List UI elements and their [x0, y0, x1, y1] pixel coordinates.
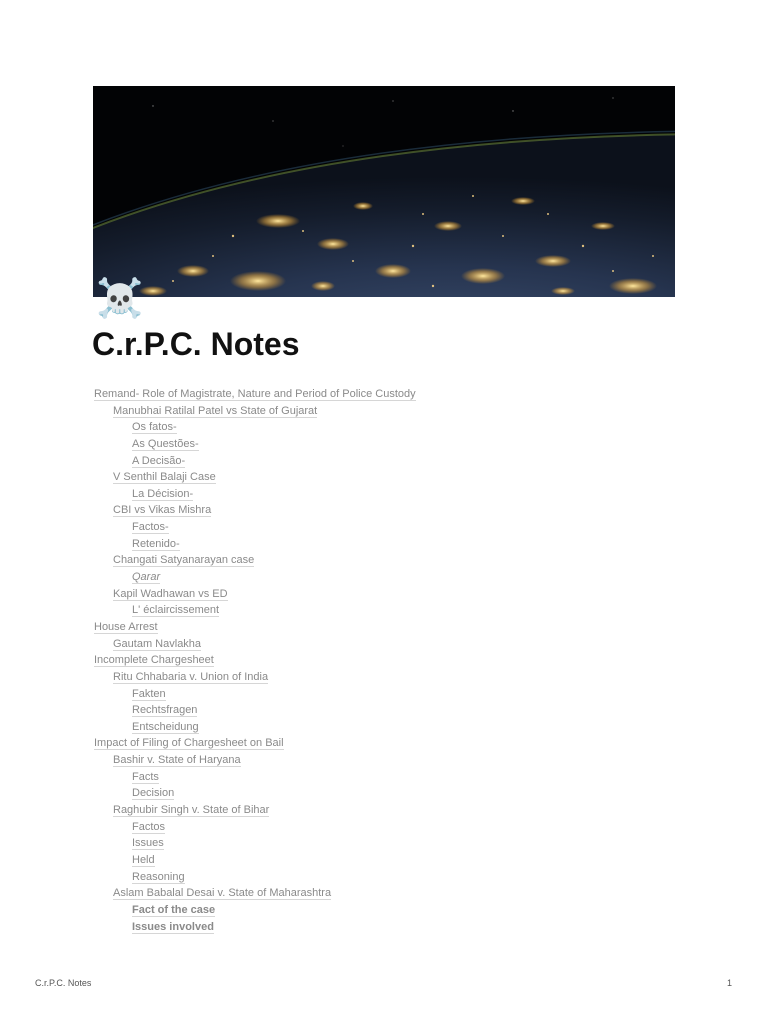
toc-item[interactable] — [94, 519, 694, 536]
toc-link[interactable]: CBI vs Vikas Mishra — [113, 504, 212, 517]
toc-link[interactable]: Factos- — [132, 521, 169, 534]
toc-link[interactable]: Fact of the case — [132, 903, 216, 916]
toc-item[interactable] — [94, 536, 694, 553]
toc-link[interactable]: Decision — [132, 787, 175, 800]
toc-link[interactable]: Issues involved — [132, 920, 214, 933]
toc-item[interactable] — [94, 852, 694, 869]
toc-item[interactable] — [94, 785, 694, 802]
toc-item[interactable] — [94, 869, 694, 886]
toc-item[interactable] — [94, 752, 694, 769]
cover-image — [93, 86, 675, 297]
toc-item[interactable] — [94, 586, 694, 603]
toc-item[interactable] — [94, 552, 694, 569]
earth-night-illustration — [93, 86, 675, 297]
toc-item[interactable] — [94, 619, 694, 636]
toc-item[interactable] — [94, 835, 694, 852]
toc-item[interactable] — [94, 486, 694, 503]
footer-page-number: 1 — [727, 978, 733, 988]
toc-link[interactable]: Entscheidung — [132, 720, 199, 733]
toc-link[interactable]: Bashir v. State of Haryana — [113, 754, 241, 767]
toc-link[interactable]: Gautam Navlakha — [113, 637, 202, 650]
toc-link[interactable]: Retenido- — [132, 537, 180, 550]
toc-item[interactable] — [94, 502, 694, 519]
toc-item[interactable] — [94, 719, 694, 736]
toc-item[interactable] — [94, 636, 694, 653]
toc-link[interactable]: V Senthil Balaji Case — [113, 471, 216, 484]
toc-link[interactable]: L' éclaircissement — [132, 604, 220, 617]
toc-item[interactable] — [94, 902, 694, 919]
toc-link[interactable]: Manubhai Ratilal Patel vs State of Gujarat — [113, 404, 318, 417]
toc-item[interactable] — [94, 469, 694, 486]
toc-item[interactable] — [94, 885, 694, 902]
toc-link[interactable]: Os fatos- — [132, 421, 177, 434]
toc-link[interactable]: Facts — [132, 770, 159, 783]
toc-link[interactable]: Rechtsfragen — [132, 704, 198, 717]
toc-link[interactable]: Fakten — [132, 687, 166, 700]
toc-link[interactable]: House Arrest — [94, 620, 158, 633]
toc-link[interactable]: Incomplete Chargesheet — [94, 654, 214, 667]
toc-link[interactable]: A Decisão- — [132, 454, 186, 467]
toc-link[interactable]: Remand- Role of Magistrate, Nature and Period of Police Custody — [94, 388, 416, 400]
toc-link[interactable]: La Décision- — [132, 487, 194, 500]
toc-item[interactable] — [94, 769, 694, 786]
toc-link[interactable]: Reasoning — [132, 870, 185, 883]
toc-link[interactable]: Qarar — [132, 571, 161, 584]
toc-item[interactable] — [94, 802, 694, 819]
toc-item[interactable] — [94, 436, 694, 453]
toc-item[interactable] — [94, 919, 694, 936]
toc-item[interactable] — [94, 735, 694, 752]
toc-item[interactable] — [94, 453, 694, 470]
toc-link[interactable]: Changati Satyanarayan case — [113, 554, 255, 567]
toc-item[interactable] — [94, 419, 694, 436]
table-of-contents — [94, 386, 694, 935]
toc-link[interactable]: Ritu Chhabaria v. Union of India — [113, 670, 269, 683]
toc-item[interactable] — [94, 569, 694, 586]
toc-link[interactable]: Issues — [132, 837, 164, 850]
toc-item[interactable] — [94, 652, 694, 669]
skull-crossbones-icon: ☠️ — [96, 276, 144, 320]
toc-item[interactable] — [94, 819, 694, 836]
toc-item[interactable] — [94, 702, 694, 719]
toc-link[interactable]: Factos — [132, 820, 166, 833]
toc-link[interactable]: As Questões- — [132, 437, 199, 450]
toc-item[interactable] — [94, 602, 694, 619]
toc-link[interactable]: Raghubir Singh v. State of Bihar — [113, 804, 270, 817]
toc-link[interactable]: Kapil Wadhawan vs ED — [113, 587, 228, 600]
toc-link[interactable]: Impact of Filing of Chargesheet on Bail — [94, 737, 284, 750]
page-title: C.r.P.C. Notes — [92, 326, 300, 362]
toc-item[interactable] — [94, 403, 694, 420]
toc-item[interactable] — [94, 669, 694, 686]
toc-link[interactable]: Held — [132, 853, 155, 866]
toc-link[interactable]: Aslam Babalal Desai v. State of Maharashtra — [113, 887, 332, 900]
toc-item[interactable] — [94, 686, 694, 703]
footer-title: C.r.P.C. Notes — [35, 978, 92, 988]
toc-item[interactable] — [94, 386, 694, 403]
